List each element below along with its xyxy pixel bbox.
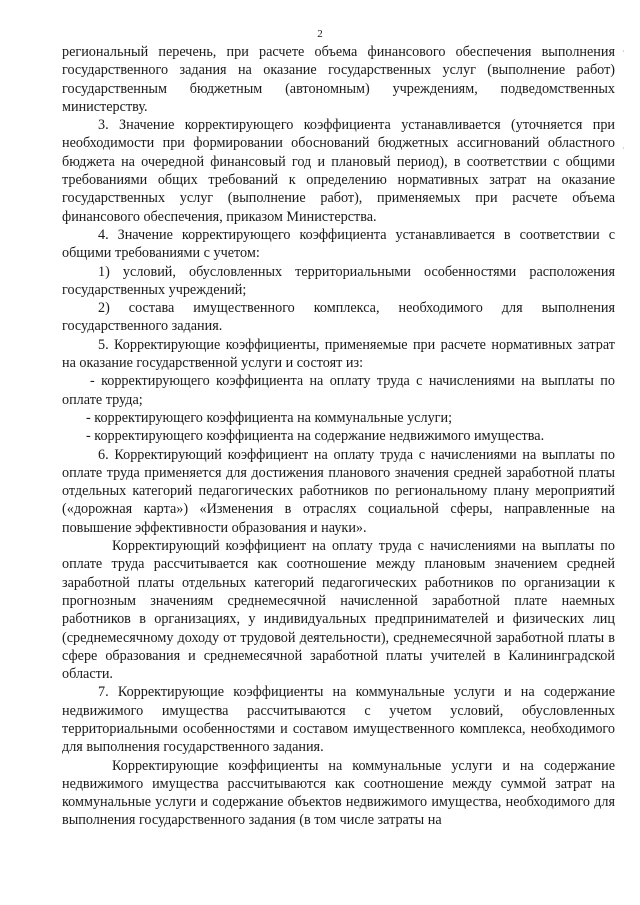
margin-mark: · bbox=[622, 47, 625, 56]
paragraph-item-5: 5. Корректирующие коэффициенты, применяемые при расчете нормативных затрат на оказание государственной услуги и состоят из: bbox=[62, 336, 615, 372]
paragraph-item-7: 7. Корректирующие коэффициенты на коммунальные услуги и на содержание недвижимого имущества рассчитываются с учетом условий, обусловленных территориальными особенностями и составом имущественного комплекса, необходимого для выполнения государственного задания. bbox=[62, 684, 615, 756]
paragraph-item-4: 4. Значение корректирующего коэффициента устанавливается в соответствии с общими требованиями с учетом: bbox=[62, 226, 615, 262]
paragraph-body: Корректирующие коэффициенты на коммунальные услуги и на содержание недвижимого имущества рассчитываются как соотношение между суммой затрат на коммунальные услуги и содержание объектов недвижимого имущества, необходимого для выполнения государственного задания (в том числе затраты на bbox=[62, 757, 615, 829]
list-item-dash: - корректирующего коэффициента на оплату труда с начислениями на выплаты по оплате труда; bbox=[62, 373, 615, 408]
paragraph-subitem-1: 1) условий, обусловленных территориальными особенностями расположения государственных учреждений; bbox=[62, 263, 615, 298]
paragraph-continuation: региональный перечень, при расчете объема финансового обеспечения выполнения государственного задания на оказание государственных услуг (выполнение работ) государственным бюджетным (автономным) учреждениям, подведомственных министерству. bbox=[62, 44, 615, 115]
margin-mark: · bbox=[622, 144, 625, 153]
page-number: 2 bbox=[317, 28, 323, 40]
paragraph-item-3: 3. Значение корректирующего коэффициента устанавливается (уточняется при необходимости при формировании обоснований бюджетных ассигнований областного бюджета на очередной финансовый год и плановый период), в соответствии с общими требованиями общих требований к определению нормативных затрат на оказание государственных услуг (выполнение работ), применяемых при расчете объема финансового обеспечения, приказом Министерства. bbox=[62, 117, 615, 225]
document-body bbox=[62, 43, 615, 830]
list-item-dash: - корректирующего коэффициента на коммунальные услуги; bbox=[86, 409, 453, 426]
paragraph-body: Корректирующий коэффициент на оплату труда с начислениями на выплаты по оплате труда рассчитывается как соотношение между плановым значением средней заработной платы отдельных категорий педагогических работников по организации к прогнозным значениям среднемесячной начисленной заработной плате наемных работников в организациях, у индивидуальных предпринимателей и физических лиц (среднемесячному доходу от трудовой деятельности), среднемесячной заработной платы в сфере образования и среднемесячной заработной платы учителей в Калининградской области. bbox=[62, 538, 615, 683]
paragraph-item-6: 6. Корректирующий коэффициент на оплату труда с начислениями на выплаты по оплате труда применяется для достижения планового значения средней заработной платы отдельных категорий педагогических работников по региональному плану мероприятий («дорожная карта») «Изменения в отраслях социальной сферы, направленные на повышение эффективности образования и науки». bbox=[62, 446, 615, 536]
paragraph-subitem-2: 2) состава имущественного комплекса, необходимого для выполнения государственного задания. bbox=[62, 300, 615, 335]
list-item-dash: - корректирующего коэффициента на содержание недвижимого имущества. bbox=[86, 428, 545, 445]
